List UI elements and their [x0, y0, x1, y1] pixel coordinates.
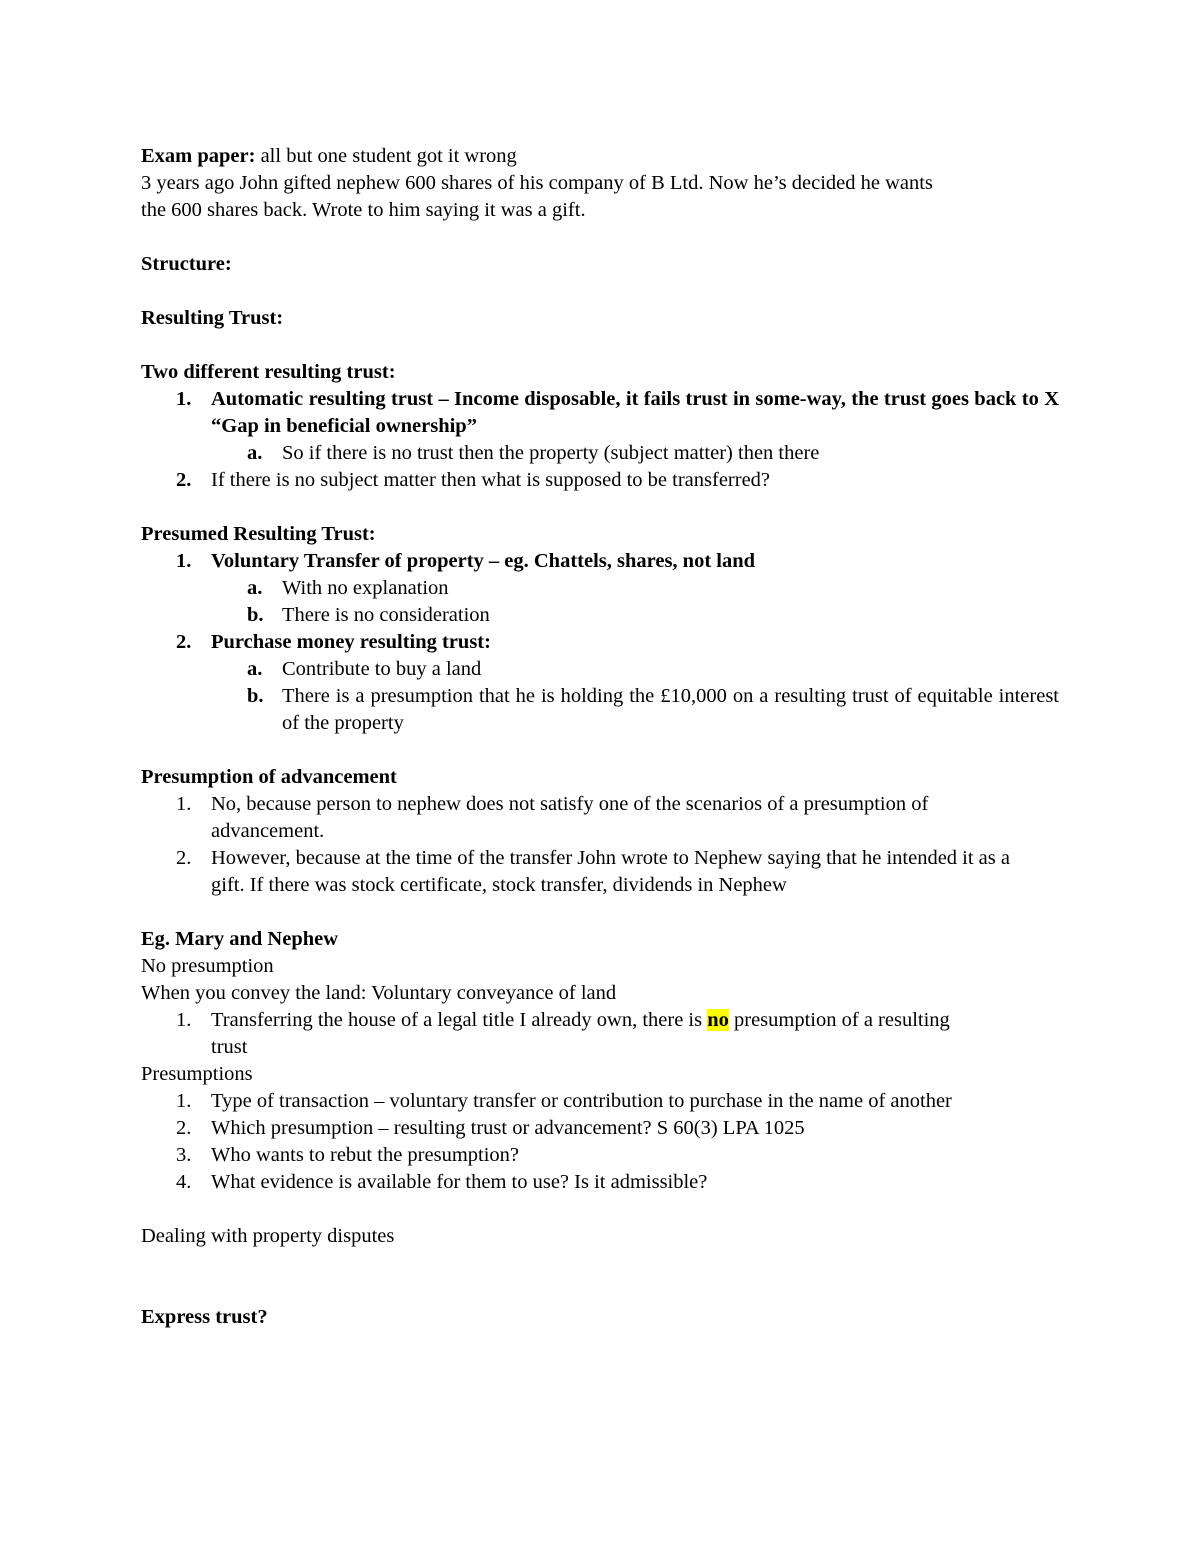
list-item-text: Type of transaction – voluntary transfer or contribution to purchase in the name of another: [211, 1090, 952, 1112]
list-item: [141, 629, 1059, 656]
presumption-of-advancement-heading: Presumption of advancement: [141, 766, 397, 788]
list-item-text: Purchase money resulting trust:: [211, 631, 491, 653]
list-item: [141, 1088, 1059, 1115]
structure-heading: Structure:: [141, 253, 232, 275]
list-marker: 4.: [176, 1171, 192, 1193]
list-item-text: If there is no subject matter then what is supposed to be transferred?: [211, 469, 771, 491]
list-marker: 2.: [176, 469, 192, 491]
document-body: [141, 143, 1059, 1331]
presumptions-line: Presumptions: [141, 1063, 253, 1085]
list-marker: 1.: [176, 793, 192, 815]
two-different-heading: Two different resulting trust:: [141, 361, 396, 383]
list-item-text: Voluntary Transfer of property – eg. Chattels, shares, not land: [211, 550, 756, 572]
list-marker: a.: [247, 442, 263, 464]
list-marker: b.: [247, 685, 264, 707]
list-marker: 1.: [176, 1090, 192, 1112]
presumed-resulting-trust-heading: Presumed Resulting Trust:: [141, 523, 376, 545]
list-marker: 1.: [176, 388, 192, 410]
exam-paper-text: all but one student got it wrong: [255, 145, 517, 167]
list-item: [141, 467, 1059, 494]
dealing-line: Dealing with property disputes: [141, 1225, 395, 1247]
exam-paper-line: [141, 143, 1059, 170]
list-item-text: With no explanation: [282, 577, 449, 599]
list-item: [141, 548, 1059, 575]
list-marker: b.: [247, 604, 264, 626]
no-presumption-line: No presumption: [141, 955, 274, 977]
list-item-text: Transferring the house of a legal title I already own, there is no presumption of a resulting trust: [211, 1009, 950, 1058]
resulting-trust-heading: Resulting Trust:: [141, 307, 284, 329]
list-item-text: So if there is no trust then the property (subject matter) then there: [282, 442, 820, 464]
list-marker: a.: [247, 658, 263, 680]
list-item: [141, 1169, 1059, 1196]
highlighted-word: no: [707, 1009, 729, 1031]
list-item-text: There is no consideration: [282, 604, 490, 626]
list-item: [141, 791, 1059, 845]
list-item: [141, 1007, 1059, 1061]
list-marker: 2.: [176, 847, 192, 869]
exam-paper-line-3: the 600 shares back. Wrote to him saying it was a gift.: [141, 199, 586, 221]
exam-paper-line-2: 3 years ago John gifted nephew 600 shares of his company of B Ltd. Now he’s decided he wants: [141, 172, 933, 194]
list-marker: 2.: [176, 631, 192, 653]
list-item-text: There is a presumption that he is holding the £10,000 on a resulting trust of equitable interest of the property: [282, 685, 1059, 734]
list-item-text: Who wants to rebut the presumption?: [211, 1144, 520, 1166]
list-marker: 2.: [176, 1117, 192, 1139]
list-item-text: Automatic resulting trust – Income disposable, it fails trust in some-way, the trust goes back to X “Gap in beneficial ownership”: [211, 388, 1059, 437]
list-item: [141, 575, 1059, 602]
list-item: [141, 656, 1059, 683]
convey-land-line: When you convey the land: Voluntary conveyance of land: [141, 982, 617, 1004]
eg-mary-heading: Eg. Mary and Nephew: [141, 928, 339, 950]
list-item: [141, 1115, 1059, 1142]
list-item: [141, 602, 1059, 629]
exam-paper-label: Exam paper:: [141, 145, 256, 167]
list-item-text: No, because person to nephew does not satisfy one of the scenarios of a presumption of advancement.: [211, 793, 929, 842]
express-trust-heading: Express trust?: [141, 1306, 268, 1328]
list-item-text: Which presumption – resulting trust or advancement? S 60(3) LPA 1025: [211, 1117, 805, 1139]
list-item-text: Contribute to buy a land: [282, 658, 482, 680]
list-marker: 3.: [176, 1144, 192, 1166]
list-marker: 1.: [176, 1009, 192, 1031]
list-item-text: What evidence is available for them to use? Is it admissible?: [211, 1171, 708, 1193]
list-marker: a.: [247, 577, 263, 599]
list-item: [141, 386, 1059, 440]
list-item: [141, 1142, 1059, 1169]
list-item: [141, 683, 1059, 737]
list-item: [141, 440, 1059, 467]
list-item: [141, 845, 1059, 899]
list-item-text: However, because at the time of the transfer John wrote to Nephew saying that he intended it as a gift. If there was stock certificate, stock transfer, dividends in Nephew: [211, 847, 1010, 896]
list-marker: 1.: [176, 550, 192, 572]
